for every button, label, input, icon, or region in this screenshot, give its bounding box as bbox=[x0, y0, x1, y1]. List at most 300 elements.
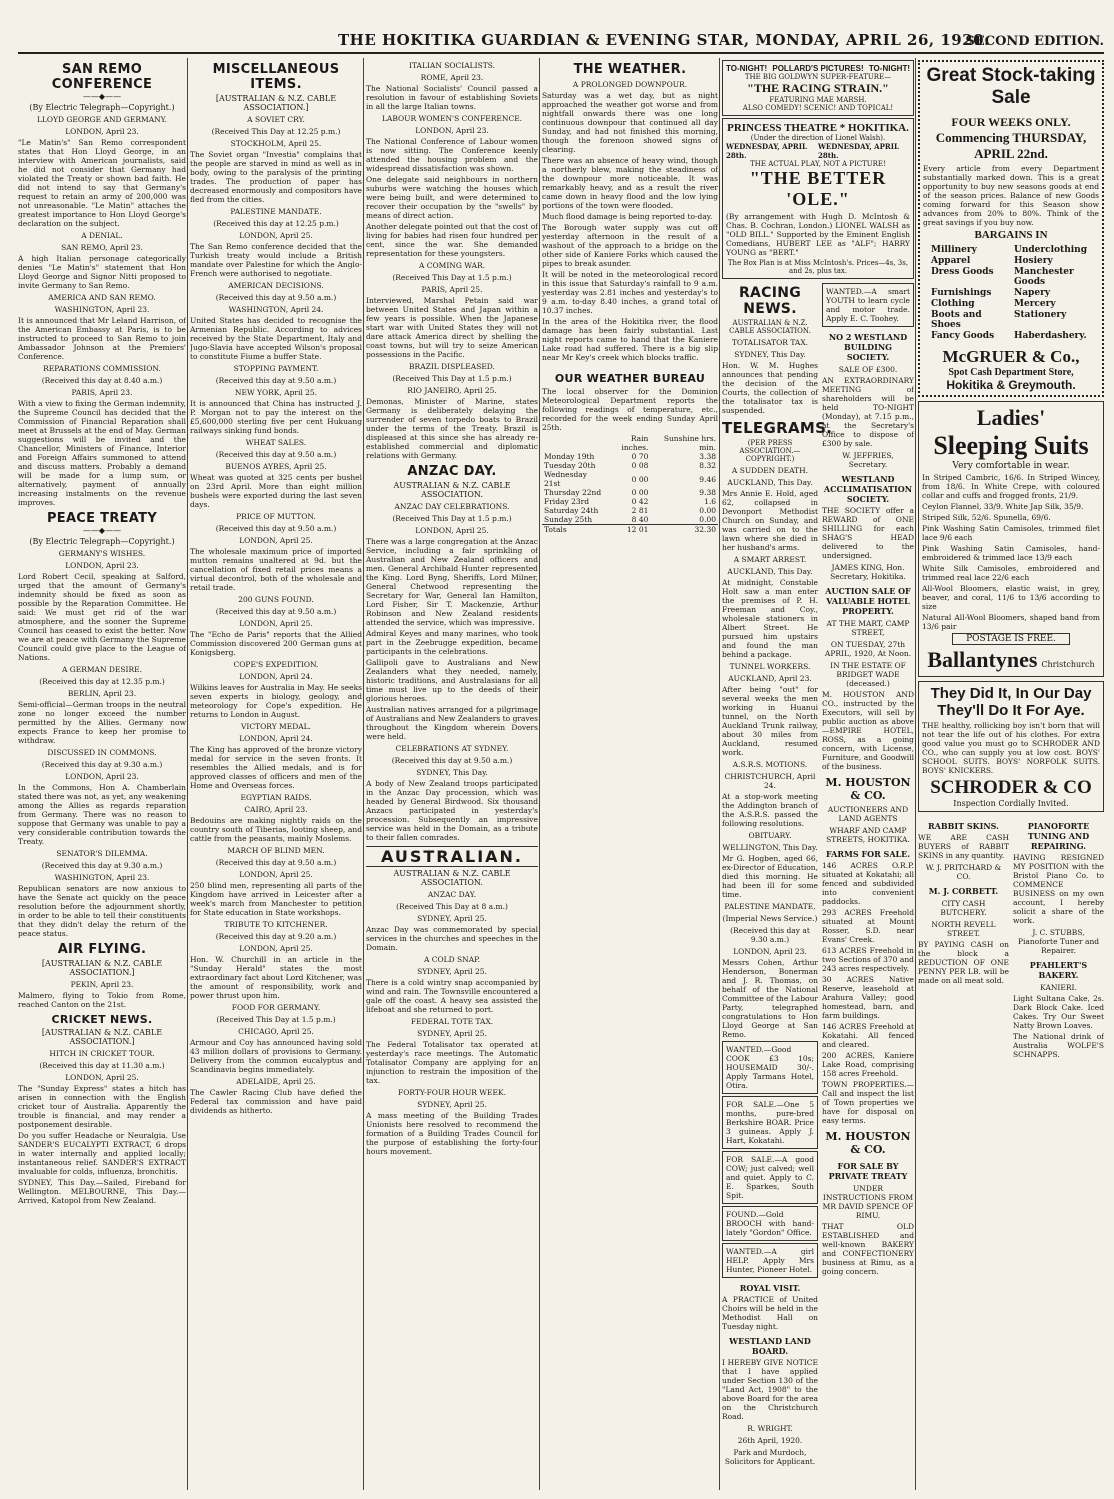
table-cell: 0 00 bbox=[631, 474, 649, 484]
table-cell: Friday 23rd bbox=[544, 497, 590, 506]
source-line: [AUSTRALIAN & N.Z. CABLE ASSOCIATION.] bbox=[41, 1028, 163, 1046]
table-cell: 12 01 bbox=[626, 525, 649, 534]
column-rule bbox=[915, 58, 916, 1490]
dateline: BERLIN, April 23. bbox=[67, 689, 137, 698]
listing-text: 146 ACRES O.R.P. situated at Kokatahi; all fenced and subdivided into convenient paddocks. bbox=[822, 861, 914, 906]
article-heading: A SOVIET CRY. bbox=[247, 115, 305, 124]
divider: ——◆—— bbox=[82, 92, 122, 101]
divider: ——◆—— bbox=[82, 526, 122, 535]
article-heading: EGYPTIAN RAIDS. bbox=[240, 793, 312, 802]
mcgruer-advert bbox=[918, 60, 1104, 397]
sale-start: Commencing THURSDAY, bbox=[935, 130, 1087, 145]
auctioneer-name: M. HOUSTON & CO. bbox=[825, 776, 911, 802]
signature: R. WRIGHT. bbox=[747, 1424, 793, 1433]
article-heading: A PROLONGED DOWNPOUR. bbox=[572, 80, 688, 89]
notice-subheading: NORTH REVELL STREET. bbox=[931, 920, 996, 938]
masthead-title: THE HOKITIKA GUARDIAN & EVENING STAR, MONDAY, APRIL 26, 1920. bbox=[338, 31, 990, 49]
dateline: WASHINGTON, April 24. bbox=[228, 305, 324, 314]
article-heading: A.S.R.S. MOTIONS. bbox=[732, 760, 808, 769]
article-text: Australian natives arranged for a pilgrimage of Australians and New Zealanders to graves throughout the Kingdom wherein Dovers were held. bbox=[366, 705, 538, 741]
dateline: SYDNEY, April 25. bbox=[417, 967, 487, 976]
received-line: (Received this day at 9.50 a.m.) bbox=[215, 607, 337, 616]
listing-text: 30 ACRES Native Reserve, leasehold at Arahura Valley; good homestead, barn, and farm buildings. bbox=[822, 975, 914, 1020]
bargains-list bbox=[931, 245, 1091, 341]
advert-text: THE healthy, rollicking boy isn't born that will not tear the life out of his clothes. For extra good value you must go to SCHRODER AND CO., who can supply you at low cost. BOYS' SCHOOL SUITS. BOYS' NORFOLK SUITS. BOYS' KNICKERS. bbox=[922, 721, 1100, 775]
source-line: (Imperial News Service.) bbox=[722, 914, 818, 923]
table-cell: Monday 19th bbox=[544, 452, 595, 461]
article-heading: 200 GUNS FOUND. bbox=[238, 595, 314, 604]
dateline: AUCKLAND, This Day. bbox=[727, 567, 813, 576]
article-text: The wholesale maximum price of imported mutton remains unaltered at 9d. but the cancellation of fixed retail prices means a virtual decontrol, both of the wholesale and retail trade. bbox=[190, 547, 362, 592]
advert-title: Sleeping Suits bbox=[933, 431, 1089, 460]
received-line: (Received this day at 11.30 a.m.) bbox=[39, 1061, 165, 1070]
list-item: Fancy Goods bbox=[931, 331, 995, 341]
dateline: LONDON, April 25. bbox=[415, 526, 489, 535]
dateline: PEKIN, April 23. bbox=[70, 980, 134, 989]
article-heading: GERMANY'S WISHES. bbox=[58, 549, 146, 558]
article-text: In the Commons, Hon A. Chamberlain stated there was not, as yet, any weakening among the Allies as regards reparation from Germany. There was no reason to suppose that Germany was unable to pay a very considerable contribution towards the Treaty. bbox=[18, 783, 186, 846]
classified-ad: FOR SALE.—A good COW; just calved; well and quiet. Apply to C. E. Sparkes, South Spit. bbox=[722, 1151, 818, 1204]
dateline: WASHINGTON, April 23. bbox=[54, 873, 150, 882]
article-text: Much flood damage is being reported to-day. bbox=[542, 212, 713, 221]
store-location: Christchurch bbox=[1041, 660, 1095, 669]
dateline: ROME, April 23. bbox=[420, 73, 484, 82]
advert-tagline: Inspection Cordially Invited. bbox=[953, 799, 1069, 808]
article-text: Messrs Cohen, Arthur Henderson, Bonerman and J. R. Thomas, on behalf of the National Committee of the Labour Party, telegraphed congratulations to Hon Lloyd George at San Remo. bbox=[722, 958, 818, 1039]
edition-label: SECOND EDITION. bbox=[965, 34, 1104, 49]
table-cell: 8.32 bbox=[699, 461, 716, 470]
article-heading: A COMING WAR. bbox=[418, 261, 486, 270]
article-text: Bedouins are making nightly raids on the country south of Tiberias, looting sheep, and cattle from the peasants, mainly Moslems. bbox=[190, 816, 362, 843]
princess-theatre-advert bbox=[722, 118, 914, 279]
store-name: McGRUER & Co., bbox=[942, 347, 1080, 366]
table-cell: 2 81 bbox=[631, 506, 649, 515]
advert-text: Pink Washing Satin Camisoles, hand-embroidered & trimmed lace 13/9 each bbox=[922, 544, 1100, 562]
section-title-weather-bureau: OUR WEATHER BUREAU bbox=[554, 372, 706, 385]
source-line: (PER PRESS ASSOCIATION.—COPYRIGHT.) bbox=[739, 439, 801, 463]
dateline: SAN REMO, April 23. bbox=[61, 243, 143, 252]
column-rule bbox=[719, 58, 720, 1490]
article-heading: VICTORY MEDAL. bbox=[241, 722, 311, 731]
table-cell: 8 40 bbox=[631, 515, 649, 524]
table-header-row bbox=[542, 434, 718, 452]
bargains-heading: BARGAINS IN bbox=[974, 229, 1048, 241]
received-line: (Received this day at 9.20 a.m.) bbox=[215, 932, 337, 941]
notice-text: HAVING RESIGNED MY POSITION with the Bristol Piano Co. to COMMENCE BUSINESS on my own account, I hereby solicit a share of the work. bbox=[1013, 853, 1104, 925]
dateline: LONDON, April 23. bbox=[65, 772, 139, 781]
article-text: The Cawler Racing Club have defied the Federal tax commission and have paid dividends as hitherto. bbox=[190, 1088, 362, 1115]
received-line: (Received this day at 9.30 a.m.) bbox=[41, 861, 163, 870]
column-1 bbox=[18, 58, 186, 1490]
dateline: SYDNEY, April 25. bbox=[417, 1100, 487, 1109]
advert-text: (By arrangement with Hugh D. McIntosh & Chas. B. Cochran, London.) LIONEL WALSH as "OLD BILL." Supported by the Eminent English Comedians, HUBERT LEE as "ALF"; HARRY YOUNG as "BERT." bbox=[726, 212, 910, 257]
pollards-label: POLLARD'S PICTURES! bbox=[772, 64, 864, 73]
article-text: Admiral Keyes and many marines, who took part in the Zeebrugge expedition, became participants in the celebrations. bbox=[366, 629, 538, 656]
masthead bbox=[18, 30, 1104, 54]
dateline: ADELAIDE, April 25. bbox=[236, 1077, 316, 1086]
notice-text: I HEREBY GIVE NOTICE that I have applied under Section 130 of the "Land Act, 1908" to the above Board for the area on the Christchurch Road. bbox=[722, 1358, 818, 1421]
advert-text: Do you suffer Headache or Neuralgia. Use SANDER'S EUCALYPTI EXTRACT, 6 drops in water internally and applied locally; instantaneous relief. SANDER'S EXTRACT invaluable for colds, influenza, bronchitis. bbox=[18, 1131, 186, 1176]
section-title-weather: THE WEATHER. bbox=[573, 62, 687, 77]
dateline: LONDON, April 24. bbox=[239, 672, 313, 681]
notice-heading: M. J. CORBETT. bbox=[928, 886, 999, 896]
article-heading: TOTALISATOR TAX. bbox=[731, 338, 809, 347]
table-cell: Thursday 22nd bbox=[544, 488, 602, 497]
article-heading: BRAZIL DISPLEASED. bbox=[409, 362, 495, 371]
notice-subheading: UNDER INSTRUCTIONS FROM MR DAVID SPENCE OF RIMU. bbox=[822, 1184, 914, 1220]
direction-label: (Under the direction of Lionel Walsh). bbox=[750, 134, 886, 142]
schroder-advert bbox=[918, 681, 1104, 812]
classified-ad: FOR SALE.—One 5 months, pure-bred Berkshire BOAR. Price 3 guineas. Apply J. Hart, Kokatahi. bbox=[722, 1096, 818, 1149]
article-text: Wheat was quoted at 325 cents per bushel on 23rd April. More than eight million bushels were exported during the last seven days. bbox=[190, 473, 362, 509]
section-title-san-remo: SAN REMO CONFERENCE bbox=[51, 62, 153, 92]
source-line: (By Electric Telegraph—Copyright.) bbox=[29, 103, 175, 112]
dateline: PARIS, April 23. bbox=[71, 388, 133, 397]
list-item: Millinery bbox=[931, 245, 977, 255]
section-title-misc: MISCELLANEOUS ITEMS. bbox=[212, 62, 340, 92]
received-line: (Received This Day at 1.5 p.m.) bbox=[392, 374, 512, 383]
tonight-label: TO-NIGHT! bbox=[868, 64, 910, 73]
column-6 bbox=[918, 58, 1104, 1490]
table-row bbox=[542, 497, 718, 506]
list-item: Manchester Goods bbox=[1014, 267, 1074, 287]
column-rule bbox=[539, 58, 540, 1490]
section-title-cricket: CRICKET NEWS. bbox=[51, 1013, 153, 1026]
classified-ad: WANTED.—A girl HELP. Apply Mrs Hunter, Pioneer Hotel. bbox=[722, 1243, 818, 1278]
classified-ad: WANTED.—A smart YOUTH to learn cycle and motor trade. Apply E. C. Toohey. bbox=[822, 283, 914, 327]
notice-text: The National drink of Australia WOLFE'S SCHNAPPS. bbox=[1013, 1032, 1104, 1059]
article-heading: FOOD FOR GERMANY. bbox=[231, 1003, 321, 1012]
dateline: BUENOS AYRES, April 25. bbox=[225, 462, 327, 471]
article-heading: A DENIAL. bbox=[81, 231, 123, 240]
received-line: (Received this day at 9.30 a.m.) bbox=[41, 760, 163, 769]
table-row bbox=[542, 452, 718, 461]
article-heading: FORTY-FOUR HOUR WEEK. bbox=[398, 1088, 506, 1097]
section-title-racing: RACING NEWS. bbox=[738, 285, 802, 317]
article-text: The Federal Totalisator tax operated at yesterday's race meetings. The Automatic Totalisator Company are applying for an injunction to restrain the imposition of the tax. bbox=[366, 1040, 538, 1085]
notice-heading: RABBIT SKINS. bbox=[928, 821, 999, 831]
table-cell: 3.38 bbox=[699, 452, 716, 461]
table-header: Sunshine hrs. min. bbox=[663, 434, 716, 452]
date-label: WEDNESDAY, APRIL 28th. bbox=[726, 142, 807, 160]
advert-title: Ladies' bbox=[976, 405, 1046, 430]
article-text: The "Sunday Express" states a hitch has arisen in connection with the English cricket tour of Australia. Apparently the trouble is financial, and may render a postponement desirable. bbox=[18, 1084, 186, 1129]
dateline: LONDON, April 23. bbox=[415, 126, 489, 135]
table-cell: 1.6 bbox=[704, 497, 716, 506]
dateline: SYDNEY, April 25. bbox=[417, 914, 487, 923]
article-text: Demonas, Minister of Marine, states Germany is deliberately delaying the surrender of seven torpedo boats to Brazil under the terms of the Treaty. Brazil is displeased at this since she has already re-established commercial and diplomatic relations with Germany. bbox=[366, 397, 538, 460]
article-heading: A SUDDEN DEATH. bbox=[731, 466, 809, 475]
received-line: (Received This Day at 12.25 p.m.) bbox=[211, 127, 341, 136]
article-text: A body of New Zealand troops participated in the Anzac Day procession, which was headed by General Birdwood. Six thousand Anzacs participated in yesterday's procession. Subsequently an impressive service was held in the Domain, as a tribute to their fallen comrades. bbox=[366, 779, 538, 842]
list-item: Dress Goods bbox=[931, 267, 994, 277]
notice-text: A PRACTICE of United Choirs will be held in the Methodist Hall on Tuesday night. bbox=[722, 1295, 818, 1331]
weather-table bbox=[542, 434, 718, 534]
article-text: Another delegate pointed out that the cost of living for babies had risen four hundred per cent, since the war. She demanded representation for these youngsters. bbox=[366, 222, 538, 258]
dateline: CAIRO, April 23. bbox=[244, 805, 308, 814]
article-heading: AMERICAN DECISIONS. bbox=[228, 281, 324, 290]
article-text: Malmero, flying to Tokio from Rome, reached Canton on the 21st. bbox=[18, 991, 186, 1009]
section-title-australian: AUSTRALIAN. bbox=[366, 846, 538, 867]
table-cell: Tuesday 20th bbox=[544, 461, 596, 470]
table-row bbox=[542, 515, 718, 525]
store-tagline: Spot Cash Department Store, bbox=[948, 367, 1074, 378]
column-4 bbox=[542, 58, 718, 1490]
article-text: Gallipoli gave to Australians and New Zealanders what they needed, namely, historic traditions, and Australasians for all time must live up to the deeds of their glorious heroes. bbox=[366, 658, 538, 703]
article-text: At a stop-work meeting the Addington branch of the A.S.R.S. passed the following resolutions. bbox=[722, 792, 818, 828]
dateline: WASHINGTON, April 23. bbox=[54, 305, 150, 314]
received-line: (Received this day at 12.25 p.m.) bbox=[213, 219, 339, 228]
table-cell: Wednesday 21st bbox=[544, 470, 587, 488]
advert-text: Ceylon Flannel, 33/9. White Jap Silk, 35/9. bbox=[922, 502, 1084, 511]
section-title-anzac-day: ANZAC DAY. bbox=[407, 464, 497, 479]
dateline: LONDON, April 25. bbox=[239, 231, 313, 240]
received-line: (Received this day at 8.40 a.m.) bbox=[41, 376, 163, 385]
list-item: Apparel bbox=[931, 256, 971, 266]
article-heading: STOPPING PAYMENT. bbox=[233, 364, 319, 373]
table-cell: 9.38 bbox=[699, 488, 716, 497]
date-label: WEDNESDAY, APRIL 28th. bbox=[818, 142, 899, 160]
article-heading: AMERICA AND SAN REMO. bbox=[48, 293, 156, 302]
article-heading: SENATOR'S DILEMMA. bbox=[56, 849, 148, 858]
feature-label: THE BIG GOLDWYN SUPER-FEATURE— bbox=[744, 73, 892, 81]
article-heading: HITCH IN CRICKET TOUR. bbox=[49, 1049, 155, 1058]
article-text: With a view to fixing the German indemnity, the Supreme Council has decided that the Commission of Financial Reparation shall meet at Brussels at the end of May. German suggestions will be invited and the Chancellor, Ministers of Finance, Interior and Foreign Affairs summoned to attend and discuss matters. Probably a demand will be made for a lump sum, or alternatively, payment of annually increasing instalments on the revenue improves. bbox=[18, 399, 186, 507]
received-line: (Received This Day at 1.5 p.m.) bbox=[392, 273, 512, 282]
article-text: The King has approved of the bronze victory medal for service in the seven fronts. It resembles the Allied medals, and is for approved classes of officers and men of the Home and Overseas forces. bbox=[190, 745, 362, 790]
pollards-advert bbox=[722, 60, 914, 116]
source-line: AUSTRALIAN & N.Z. CABLE ASSOCIATION. bbox=[729, 319, 811, 335]
notice-subheading: AUCTIONEERS AND LAND AGENTS bbox=[827, 805, 909, 823]
article-heading: PALESTINE MANDATE. bbox=[230, 207, 322, 216]
list-item: Clothing bbox=[931, 299, 975, 309]
article-heading: ANZAC DAY CELEBRATIONS. bbox=[394, 502, 510, 511]
notice-heading: FARMS FOR SALE. bbox=[825, 849, 911, 859]
dateline: STOCKHOLM, April 25. bbox=[230, 139, 322, 148]
article-heading: TRIBUTE TO KITCHENER. bbox=[224, 920, 328, 929]
advert-text: All-Wool Bloomers, elastic waist, in grey, beaver, and coral, 11/6 to 13/6 according to size bbox=[922, 584, 1100, 611]
sale-title: Great Stock-taking Sale bbox=[926, 65, 1096, 108]
article-text: Anzac Day was commemorated by special services in the churches and speeches in the Domain. bbox=[366, 925, 538, 952]
notice-text: THAT OLD ESTABLISHED and well-known BAKERY and CONFECTIONERY business at Rimu, as a going concern. bbox=[822, 1222, 914, 1276]
notice-text: BY PAYING CASH on the block a REDUCTION OF ONE PENNY PER LB. will be made on all meat sold. bbox=[918, 940, 1009, 985]
article-heading: LABOUR WOMEN'S CONFERENCE. bbox=[381, 114, 523, 123]
notice-text: AN EXTRAORDINARY MEETING of shareholders will be held TO-NIGHT (Monday), at 7.15 p.m., at the Secretary's Office to dispose of £300 by sale. bbox=[822, 376, 914, 448]
article-heading: PALESTINE MANDATE. bbox=[724, 902, 816, 911]
article-text: After being "out" for several weeks the men working in Huanui tunnel, on the North Auckland Trunk railway, about 30 miles from Auckland, resumed work. bbox=[722, 685, 818, 757]
article-text: The National Conference of Labour women is now sitting. The Conference keenly attended the housing problem and the widespread dissatisfaction was shown. bbox=[366, 137, 538, 173]
table-cell: 0 42 bbox=[631, 497, 649, 506]
notice-subheading: SALE OF £300. bbox=[838, 365, 898, 374]
notice-text: M. HOUSTON AND CO., instructed by the Executors, will sell by public auction as above—EMPIRE HOTEL, ROSS, as a going concern, with License, Furniture, and Goodwill of the business. bbox=[822, 690, 914, 771]
article-text: Interviewed, Marshal Petain said war between United States and Japan within a few years is possible. When the Japanese start war with United States they will not dare attack America direct by shelling the coast towns, but will try to seize American possessions in the Pacific. bbox=[366, 296, 538, 359]
table-row bbox=[542, 506, 718, 515]
list-item: Hosiery bbox=[1014, 256, 1053, 266]
advert-text: Every article from every Department substantially marked down. This is a great opportunity to buy new seasons goods at end of the season prices. Balance of new Goods coming forward for this Season show advances from 20% to 80%. Think of the great savings if you buy now. bbox=[923, 164, 1099, 227]
column-3 bbox=[366, 58, 538, 1490]
advert-text: White Silk Camisoles, embroidered and trimmed real lace 22/6 each bbox=[922, 564, 1100, 582]
advert-text: Pink Washing Satin Camisoles, trimmed filet lace 9/6 each bbox=[922, 524, 1100, 542]
section-title-telegrams: TELEGRAMS. bbox=[722, 419, 833, 437]
source-line: (By Electric Telegraph—Copyright.) bbox=[29, 537, 175, 546]
article-heading: ANZAC DAY. bbox=[427, 890, 477, 899]
table-cell: 0.00 bbox=[699, 506, 716, 515]
list-item: Haberdashery. bbox=[1014, 331, 1087, 341]
article-heading: CELEBRATIONS AT SYDNEY. bbox=[395, 744, 509, 753]
signature: W. JEFFRIES, Secretary. bbox=[842, 451, 894, 469]
section-title-peace-treaty: PEACE TREATY bbox=[46, 511, 158, 526]
article-text: 250 blind men, representing all parts of the Kingdom have arrived in Leicester after a week's march from Manchester to petition for State education in State workshops. bbox=[190, 881, 362, 917]
signature: W. J. PRITCHARD & CO. bbox=[925, 863, 1002, 881]
auctioneer-name: M. HOUSTON & CO. bbox=[825, 1130, 911, 1156]
dateline: RIO JANEIRO, April 25. bbox=[407, 386, 497, 395]
article-text: Lord Robert Cecil, speaking at Salford, urged that the amount of Germany's indemnity should be fixed as soon as possible by the Reparation Committee. He said: We must get rid of the war atmosphere, and the sooner the Supreme Council has ceased to exist the better. Now we are at peace with Germany the Supreme Council could give place to the League of Nations. bbox=[18, 572, 186, 662]
postage-label: POSTAGE IS FREE. bbox=[952, 633, 1070, 645]
dateline: CHICAGO, April 25. bbox=[238, 1027, 314, 1036]
classified-ad: WANTED.—Good COOK £3 10s; HOUSEMAID 30/-. Apply Tarmans Hotel, Otira. bbox=[722, 1041, 818, 1094]
advert-tagline: Very comfortable in wear. bbox=[952, 461, 1070, 471]
article-text: It is announced that Mr Leland Harrison, of the American Embassy at Paris, is to be instructed to proceed to San Remo to join Ambassador Johnson at the Premiers' Conference. bbox=[18, 316, 186, 361]
article-heading: ITALIAN SOCIALISTS. bbox=[408, 61, 496, 70]
ballantynes-advert bbox=[918, 401, 1104, 677]
box-plan: The Box Plan is at Miss McIntosh's. Prices—4s, 3s, and 2s, plus tax. bbox=[727, 259, 909, 275]
dateline: SYDNEY, This Day. bbox=[416, 768, 488, 777]
film-title: "THE RACING STRAIN." bbox=[747, 81, 889, 95]
notice-subheading: KANIERI. bbox=[1040, 983, 1077, 992]
shipping-text: SYDNEY, This Day.—Sailed, Fireband for Wellington. MELBOURNE, This Day.—Arrived, Katopol from New Zealand. bbox=[18, 1178, 186, 1205]
table-cell: 0 70 bbox=[631, 452, 649, 461]
article-text: The San Remo conference decided that the Turkish treaty would include a British mandate over Palestine for which the Anglo-French were authorised to negotiate. bbox=[190, 242, 362, 278]
notice-heading: PIANOFORTE TUNING AND REPAIRING. bbox=[1027, 821, 1090, 851]
article-heading: A GERMAN DESIRE. bbox=[61, 665, 143, 674]
store-name: SCHRODER & CO bbox=[930, 777, 1092, 798]
notice-heading: ROYAL VISIT. bbox=[739, 1283, 801, 1293]
article-text: Wilkins leaves for Australia in May. He seeks seven experts in biology, geology, and meteorology for Cope's expedition. He returns to London in August. bbox=[190, 683, 362, 719]
article-heading: COPE'S EXPEDITION. bbox=[233, 660, 319, 669]
article-text: United States has decided to recognise the Armenian Republic. According to advices received by the State Department, Italy and Jugo-Slavia have accepted Wilson's proposal to constitute Fiume a buffer State. bbox=[190, 316, 362, 361]
notice-subheading: ON TUESDAY, 27th APRIL, 1920, At Noon. bbox=[824, 640, 912, 658]
article-heading: WHEAT SALES. bbox=[245, 438, 307, 447]
received-line: (Received this day at 9.50 a.m.) bbox=[215, 293, 337, 302]
table-total-row bbox=[542, 525, 718, 535]
article-text: Mrs Annie E. Hold, aged 62, collapsed in Devonport Methodist Church on Sunday, and was carried on to the lawn where she died in her husband's arms. bbox=[722, 489, 818, 552]
article-text: One delegate said neighbours in northern suburbs were watching the houses which were being built, and were determined to recover their occupation by the "swells" by means of direct action. bbox=[366, 175, 538, 220]
list-item: Furnishings bbox=[931, 288, 992, 298]
table-row bbox=[542, 461, 718, 470]
notice-heading: AUCTION SALE OF VALUABLE HOTEL PROPERTY. bbox=[825, 586, 911, 616]
article-text: "Le Matin's" San Remo correspondent states that Hon Lloyd George, in an interview with American journalists, said he did not consider that Germany had violated the Treaty or shown bad faith. He did not intend to say that Germany's request to retain an army of 200,000 was not unreasonable. "Le Matin" attaches the greatest importance to Hon Lloyd George's declaration on the subject. bbox=[18, 138, 186, 228]
article-text: There is a cold wintry snap accompanied by wind and rain. The Townsville encountered a gale off the coast. A heavy sea assisted the lifeboat and she returned to port. bbox=[366, 978, 538, 1014]
notice-subheading: IN THE ESTATE OF BRIDGET WADE (deceased.) bbox=[830, 661, 906, 688]
table-cell: Totals bbox=[544, 525, 567, 534]
play-title: "THE BETTER 'OLE." bbox=[749, 168, 887, 209]
article-text: The "Echo de Paris" reports that the Allied Commission discovered 200 German guns at Konigsberg. bbox=[190, 630, 362, 657]
notice-heading: WESTLAND LAND BOARD. bbox=[729, 1336, 811, 1356]
column-rule bbox=[363, 58, 364, 1490]
listing-text: 293 ACRES Freehold situated at Mount Rosser, S.D. near Evans' Creek. bbox=[822, 908, 914, 944]
signature: J. C. STUBBS, Pianoforte Tuner and Repairer. bbox=[1017, 928, 1100, 955]
article-text: There was an absence of heavy wind, though a northerly blew, making the steadiness of the downpour more noticeable. It was remarkably heavy, and as a result the river came down in heavy flood and the low lying portions of the town were flooded. bbox=[542, 156, 718, 210]
article-text: Mr G. Hogben, aged 66, ex-Director of Education, died this morning. He had been ill for some time. bbox=[722, 854, 818, 899]
article-heading: PRICE OF MUTTON. bbox=[236, 512, 316, 521]
article-text: Republican senators are now anxious to have the Senate act quickly on the peace resolution before the adjournment shortly, in order to be able to tell their constituents that they didn't delay the return of the peace status. bbox=[18, 884, 186, 938]
notice-heading: FOR SALE BY PRIVATE TREATY bbox=[828, 1161, 908, 1181]
dateline: NEW YORK, April 25. bbox=[234, 388, 318, 397]
received-line: (Received this day at 9.50 a.m.) bbox=[391, 756, 513, 765]
sale-duration: FOUR WEEKS ONLY. bbox=[951, 115, 1071, 129]
table-cell: 0 00 bbox=[631, 488, 649, 497]
listing-text: 200 ACRES, Kaniere Lake Road, comprising 158 acres Freehold. bbox=[822, 1051, 914, 1078]
article-heading: OBITUARY. bbox=[748, 831, 792, 840]
dateline: LONDON, April 23. bbox=[65, 561, 139, 570]
notice-text: WE ARE CASH BUYERS of RABBIT SKINS in any quantity. bbox=[918, 833, 1009, 860]
article-text: The Soviet organ "Investia" complains that the people are starved in mind as well as in body, owing to the paralysis of the printing trades. The production of paper has decreased enormously and compositors have fled from the cities. bbox=[190, 150, 362, 204]
received-line: (Received This Day at 8 a.m.) bbox=[396, 902, 508, 911]
table-cell: 32.30 bbox=[694, 525, 716, 534]
received-line: (Received this day at 9.50 a.m.) bbox=[215, 858, 337, 867]
notice-subheading: CITY CASH BUTCHERY. bbox=[940, 899, 987, 917]
table-header bbox=[542, 434, 604, 452]
received-line: (Received this day at 9.50 a.m.) bbox=[215, 524, 337, 533]
article-text: A high Italian personage categorically denies "Le Matin's" statement that Hon Lloyd George and Signor Nitti proposed to invite Germany to San Remo. bbox=[18, 254, 186, 290]
dateline: LONDON, April 24. bbox=[239, 734, 313, 743]
notice-heading: PFAHLERT'S BAKERY. bbox=[1029, 960, 1088, 980]
article-text: In the area of the Hokitika river, the flood damage has been fairly substantial. Last night reports came to hand that the Kaniere Lake road had suffered. There is a big slip near Mr Key's creek which blocks traffic. bbox=[542, 317, 718, 362]
notice-subheading: WHARF AND CAMP STREETS, HOKITIKA. bbox=[826, 826, 910, 844]
source-line: AUSTRALIAN & N.Z. CABLE ASSOCIATION. bbox=[393, 869, 511, 887]
dateline: PARIS, April 25. bbox=[421, 285, 483, 294]
play-label: THE ACTUAL PLAY, NOT A PICTURE! bbox=[750, 160, 886, 168]
dateline: SYDNEY, This Day. bbox=[734, 350, 806, 359]
featuring-label: FEATURING MAE MARSH. bbox=[769, 96, 867, 104]
table-cell: Sunday 25th bbox=[544, 515, 593, 524]
article-text: The Borough water supply was cut off yesterday afternoon in the result of a washout of the approach to a bridge on the other side of Kaniere Forks which caused the pipes to break asunder. bbox=[542, 223, 718, 268]
dateline: AUCKLAND, April 23. bbox=[728, 674, 812, 683]
list-item: Stationery bbox=[1014, 310, 1067, 320]
signature: JAMES KING, Hon. Secretary, Hokitika. bbox=[830, 563, 906, 581]
notice-subheading: AT THE MART, CAMP STREET, bbox=[826, 619, 910, 637]
article-heading: A SMART ARREST. bbox=[733, 555, 807, 564]
list-item: Underclothing bbox=[1014, 245, 1088, 255]
article-text: At midnight, Constable Holt saw a man enter the premises of P. H. Freeman and Coy., wholesale stationers in Albert Street. He pursued him upstairs and found the man behind a package. bbox=[722, 578, 818, 659]
article-heading: TUNNEL WORKERS. bbox=[729, 662, 811, 671]
article-heading: A COLD SNAP. bbox=[423, 955, 481, 964]
source-line: [AUSTRALIAN & N.Z. CABLE ASSOCIATION.] bbox=[41, 959, 163, 977]
dateline: AUCKLAND, This Day. bbox=[727, 478, 813, 487]
store-name: Ballantynes bbox=[927, 647, 1038, 672]
article-heading: MARCH OF BLIND MEN. bbox=[227, 846, 325, 855]
dateline: CHRISTCHURCH, April 24. bbox=[724, 772, 816, 790]
classified-ad: FOUND.—Gold BROOCH with hand-lately "Gordon" Office. bbox=[722, 1206, 818, 1241]
table-cell: 9.46 bbox=[699, 474, 716, 484]
column-rule bbox=[187, 58, 188, 1490]
dateline: LONDON, April 25. bbox=[239, 536, 313, 545]
article-text: It is announced that China has instructed J. P. Morgan not to pay the interest on the £5,600,000 sterling five per cent Hukuang railways sinking fund bonds. bbox=[190, 399, 362, 435]
also-label: ALSO COMEDY! SCENIC! AND TOPICAL! bbox=[742, 104, 894, 112]
article-text: Saturday was a wet day, but as night approached the weather got worse and from nightfall onwards there was one long continuous downpour that continued all day Sunday, and had not finished this morning, though the forenoon showed signs of clearing. bbox=[542, 91, 718, 154]
advert-title: They Did It, In Our Day They'll Do It For Aye. bbox=[930, 685, 1092, 719]
dateline: LONDON, April 25. bbox=[65, 1073, 139, 1082]
source-line: AUSTRALIAN & N.Z. CABLE ASSOCIATION. bbox=[393, 481, 511, 499]
advert-text: Natural All-Wool Bloomers, shaped band from 13/6 pair bbox=[922, 613, 1100, 631]
article-heading: LLOYD GEORGE AND GERMANY. bbox=[36, 115, 168, 124]
theatre-name: PRINCESS THEATRE * HOKITIKA. bbox=[727, 122, 909, 134]
dateline: WELLINGTON, This Day. bbox=[722, 843, 818, 852]
received-line: (Received this day at 12.35 p.m.) bbox=[39, 677, 165, 686]
table-cell: 0 08 bbox=[631, 461, 649, 470]
article-text: Semi-official—German troops in the neutral zone no longer exceed the number permitted by the Allies. Germany now expects France to keep her promise to withdraw. bbox=[18, 700, 186, 745]
table-cell: 0.00 bbox=[699, 515, 716, 524]
